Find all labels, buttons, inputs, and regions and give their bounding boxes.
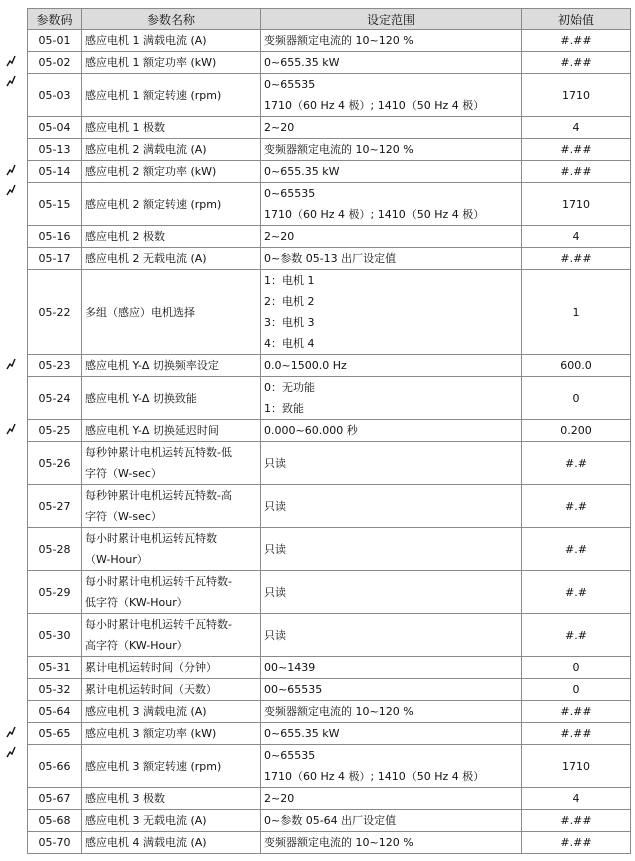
run-editable-icon — [6, 423, 16, 435]
param-range-line: 只读 — [264, 585, 286, 599]
param-range-line: 0~655.35 kW — [264, 727, 340, 740]
run-editable-icon — [6, 746, 16, 758]
param-name — [82, 248, 261, 270]
param-code: 05-03 — [28, 74, 82, 117]
param-code: 05-29 — [28, 571, 82, 614]
param-range — [261, 139, 522, 161]
param-range — [261, 832, 522, 854]
param-code: 05-14 — [28, 161, 82, 183]
param-range — [261, 571, 522, 614]
param-name — [82, 571, 261, 614]
param-initial: #.## — [522, 139, 631, 161]
table-row — [28, 420, 631, 442]
param-range-line: 变频器额定电流的 10~120 % — [264, 34, 414, 47]
param-name — [82, 117, 261, 139]
table-row — [28, 355, 631, 377]
param-name-line: 感应电机 1 满载电流 (A) — [85, 34, 207, 47]
param-name-line: 感应电机 2 极数 — [85, 230, 165, 243]
param-range-line: 1710（60 Hz 4 极）; 1410（50 Hz 4 极） — [264, 770, 485, 783]
table-row — [28, 226, 631, 248]
parameter-table — [27, 8, 631, 854]
param-range-line: 0.0~1500.0 Hz — [264, 359, 347, 372]
param-code: 05-67 — [28, 788, 82, 810]
param-code: 05-65 — [28, 723, 82, 745]
param-name — [82, 723, 261, 745]
param-range-line: 变频器额定电流的 10~120 % — [264, 143, 414, 156]
param-range — [261, 248, 522, 270]
param-name-line: 每秒钟累计电机运转瓦特数-高 — [85, 489, 232, 502]
param-name-line: 感应电机 Y-Δ 切换频率设定 — [85, 359, 219, 372]
param-name — [82, 485, 261, 528]
param-name-line: 感应电机 3 无载电流 (A) — [85, 814, 207, 827]
table-row — [28, 657, 631, 679]
param-range — [261, 723, 522, 745]
param-name — [82, 377, 261, 420]
table-row — [28, 788, 631, 810]
param-initial: 0 — [522, 377, 631, 420]
param-name-line: 累计电机运转时间（分钟） — [85, 661, 217, 674]
param-initial: #.## — [522, 161, 631, 183]
param-range-line: 00~1439 — [264, 661, 316, 674]
param-code: 05-13 — [28, 139, 82, 161]
param-range — [261, 377, 522, 420]
param-name — [82, 355, 261, 377]
param-name-line: 感应电机 4 满载电流 (A) — [85, 836, 207, 849]
param-code: 05-24 — [28, 377, 82, 420]
table-row — [28, 485, 631, 528]
param-name-line: 低字符（KW-Hour） — [85, 596, 188, 609]
param-initial: 0 — [522, 657, 631, 679]
param-initial: 0 — [522, 679, 631, 701]
param-code: 05-15 — [28, 183, 82, 226]
param-code: 05-27 — [28, 485, 82, 528]
param-initial: 600.0 — [522, 355, 631, 377]
param-code: 05-31 — [28, 657, 82, 679]
param-range — [261, 810, 522, 832]
param-code: 05-17 — [28, 248, 82, 270]
param-name — [82, 52, 261, 74]
run-editable-icon — [6, 55, 16, 67]
param-name-line: 感应电机 Y-Δ 切换致能 — [85, 391, 197, 405]
table-row — [28, 377, 631, 420]
param-name-line: 感应电机 1 极数 — [85, 121, 165, 134]
param-name — [82, 832, 261, 854]
table-row — [28, 74, 631, 117]
header-code: 参数码 — [28, 9, 82, 30]
param-name — [82, 183, 261, 226]
param-code: 05-70 — [28, 832, 82, 854]
param-name — [82, 745, 261, 788]
param-range — [261, 442, 522, 485]
param-initial: 4 — [522, 226, 631, 248]
param-range-line: 2~20 — [264, 792, 295, 805]
param-range-line: 1：电机 1 — [264, 274, 315, 287]
param-name — [82, 657, 261, 679]
header-initial: 初始值 — [522, 9, 631, 30]
param-name-line: 每小时累计电机运转瓦特数 — [85, 532, 217, 545]
param-name-line: 感应电机 1 额定功率 (kW) — [85, 56, 217, 69]
table-row — [28, 723, 631, 745]
param-range-line: 只读 — [264, 499, 286, 513]
param-range-line: 只读 — [264, 456, 286, 470]
param-name-line: 感应电机 3 满载电流 (A) — [85, 705, 207, 718]
param-initial: 0.200 — [522, 420, 631, 442]
param-name-line: 每小时累计电机运转千瓦特数- — [85, 575, 232, 588]
param-code: 05-02 — [28, 52, 82, 74]
param-name — [82, 810, 261, 832]
table-row — [28, 679, 631, 701]
param-code: 05-28 — [28, 528, 82, 571]
param-initial: #.# — [522, 442, 631, 485]
param-range — [261, 117, 522, 139]
param-name — [82, 161, 261, 183]
param-name-line: 感应电机 2 无载电流 (A) — [85, 252, 207, 265]
param-name-line: 感应电机 3 额定功率 (kW) — [85, 727, 217, 740]
header-row — [28, 9, 631, 30]
param-range — [261, 614, 522, 657]
table-row — [28, 270, 631, 355]
param-range — [261, 485, 522, 528]
param-name-line: 感应电机 Y-Δ 切换延迟时间 — [85, 424, 219, 437]
param-name-line: 字符（W-sec） — [85, 467, 162, 480]
table-row — [28, 52, 631, 74]
param-initial: #.## — [522, 832, 631, 854]
param-initial: #.# — [522, 485, 631, 528]
param-name-line: 累计电机运转时间（天数） — [85, 683, 217, 696]
param-name — [82, 442, 261, 485]
param-range-line: 0~65535 — [264, 749, 316, 762]
param-range — [261, 74, 522, 117]
table-row — [28, 117, 631, 139]
param-name — [82, 788, 261, 810]
table-row — [28, 832, 631, 854]
table-body — [28, 30, 631, 854]
param-range-line: 变频器额定电流的 10~120 % — [264, 836, 414, 849]
table-row — [28, 571, 631, 614]
param-initial: 4 — [522, 788, 631, 810]
table-row — [28, 810, 631, 832]
param-name — [82, 226, 261, 248]
header-range: 设定范围 — [261, 9, 522, 30]
param-code: 05-64 — [28, 701, 82, 723]
param-code: 05-68 — [28, 810, 82, 832]
param-range-line: 只读 — [264, 628, 286, 642]
param-name-line: 多组（感应）电机选择 — [85, 305, 195, 319]
run-editable-icon — [6, 726, 16, 738]
param-range-line: 2：电机 2 — [264, 295, 315, 308]
param-initial: #.# — [522, 614, 631, 657]
param-range-line: 1：致能 — [264, 402, 304, 415]
table-row — [28, 248, 631, 270]
param-range — [261, 701, 522, 723]
param-range — [261, 226, 522, 248]
table-row — [28, 614, 631, 657]
param-range — [261, 270, 522, 355]
param-range — [261, 788, 522, 810]
param-range-line: 0~参数 05-13 出厂设定值 — [264, 252, 397, 265]
param-initial: 1710 — [522, 183, 631, 226]
table-row — [28, 442, 631, 485]
param-code: 05-23 — [28, 355, 82, 377]
param-range-line: 1710（60 Hz 4 极）; 1410（50 Hz 4 极） — [264, 99, 485, 112]
param-range — [261, 420, 522, 442]
header-name: 参数名称 — [82, 9, 261, 30]
param-initial: #.## — [522, 30, 631, 52]
param-name-line: 字符（W-sec） — [85, 510, 162, 523]
param-initial: 4 — [522, 117, 631, 139]
param-code: 05-66 — [28, 745, 82, 788]
param-name — [82, 701, 261, 723]
table-row — [28, 701, 631, 723]
param-initial: #.## — [522, 701, 631, 723]
table-row — [28, 139, 631, 161]
param-initial: #.# — [522, 571, 631, 614]
param-name-line: 高字符（KW-Hour） — [85, 639, 188, 652]
param-range — [261, 30, 522, 52]
run-editable-icon — [6, 164, 16, 176]
param-range-line: 0~655.35 kW — [264, 56, 340, 69]
param-range — [261, 679, 522, 701]
param-code: 05-01 — [28, 30, 82, 52]
param-range-line: 0~655.35 kW — [264, 165, 340, 178]
param-range — [261, 161, 522, 183]
param-range — [261, 528, 522, 571]
param-range-line: 2~20 — [264, 121, 295, 134]
param-range-line: 0.000~60.000 秒 — [264, 424, 358, 437]
param-range — [261, 745, 522, 788]
run-editable-icon — [6, 184, 16, 196]
param-name-line: 感应电机 2 满载电流 (A) — [85, 143, 207, 156]
param-name — [82, 74, 261, 117]
param-name-line: 感应电机 2 额定转速 (rpm) — [85, 197, 222, 211]
param-name — [82, 139, 261, 161]
param-range-line: 0~65535 — [264, 187, 316, 200]
table-row — [28, 745, 631, 788]
param-initial: 1 — [522, 270, 631, 355]
param-range-line: 0~65535 — [264, 78, 316, 91]
param-code: 05-32 — [28, 679, 82, 701]
param-initial: #.## — [522, 52, 631, 74]
param-name-line: 感应电机 3 极数 — [85, 792, 165, 805]
param-name-line: 每秒钟累计电机运转瓦特数-低 — [85, 446, 232, 459]
param-code: 05-22 — [28, 270, 82, 355]
param-initial: #.## — [522, 723, 631, 745]
param-code: 05-25 — [28, 420, 82, 442]
param-range-line: 0~参数 05-64 出厂设定值 — [264, 814, 397, 827]
param-initial: 1710 — [522, 74, 631, 117]
param-code: 05-26 — [28, 442, 82, 485]
param-range — [261, 355, 522, 377]
param-name-line: （W-Hour） — [85, 553, 148, 566]
param-range-line: 0：无功能 — [264, 381, 315, 394]
run-editable-icon — [6, 358, 16, 370]
param-name — [82, 420, 261, 442]
param-name — [82, 270, 261, 355]
param-code: 05-04 — [28, 117, 82, 139]
param-name-line: 感应电机 2 额定功率 (kW) — [85, 165, 217, 178]
param-range — [261, 183, 522, 226]
param-name-line: 每小时累计电机运转千瓦特数- — [85, 618, 232, 631]
param-initial: #.## — [522, 248, 631, 270]
param-range-line: 只读 — [264, 542, 286, 556]
param-name — [82, 528, 261, 571]
param-range-line: 1710（60 Hz 4 极）; 1410（50 Hz 4 极） — [264, 208, 485, 221]
param-range-line: 00~65535 — [264, 683, 323, 696]
table-row — [28, 183, 631, 226]
param-name — [82, 679, 261, 701]
param-initial: #.# — [522, 528, 631, 571]
param-range — [261, 52, 522, 74]
param-name — [82, 614, 261, 657]
param-name-line: 感应电机 3 额定转速 (rpm) — [85, 759, 222, 773]
param-initial: 1710 — [522, 745, 631, 788]
param-range — [261, 657, 522, 679]
param-name — [82, 30, 261, 52]
param-code: 05-30 — [28, 614, 82, 657]
table-row — [28, 161, 631, 183]
table-row — [28, 528, 631, 571]
run-editable-icon — [6, 75, 16, 87]
table-row — [28, 30, 631, 52]
param-name-line: 感应电机 1 额定转速 (rpm) — [85, 88, 222, 102]
param-initial: #.## — [522, 810, 631, 832]
param-range-line: 4：电机 4 — [264, 337, 315, 350]
param-range-line: 变频器额定电流的 10~120 % — [264, 705, 414, 718]
param-range-line: 2~20 — [264, 230, 295, 243]
param-code: 05-16 — [28, 226, 82, 248]
param-range-line: 3：电机 3 — [264, 316, 315, 329]
